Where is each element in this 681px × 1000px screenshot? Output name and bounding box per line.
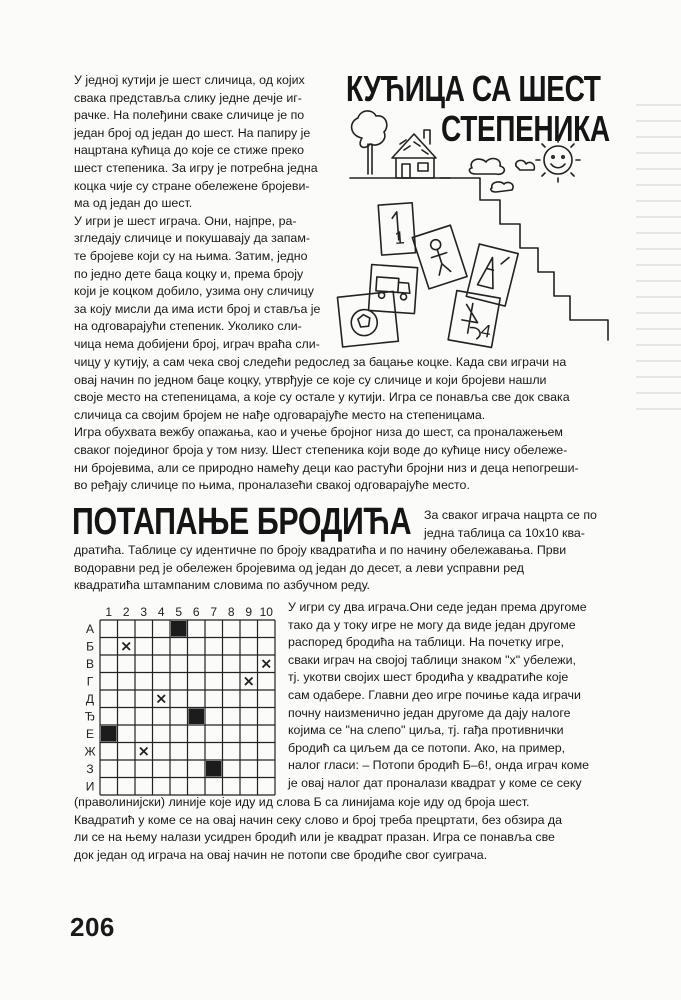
grid-row-label: Ж (84, 744, 96, 759)
text-line: један број од један до шест. На папиру је (74, 125, 311, 140)
section2-right-text (288, 599, 610, 793)
section2-intro-text (424, 507, 610, 542)
grid-filled-cell (189, 709, 205, 725)
grid-column-label: 10 (259, 605, 273, 619)
text-line: У игри је шест играча. Они, најпре, ра- (74, 213, 297, 228)
section-title-battleship: ПОТАПАЊЕ БРОДИЋА (72, 501, 412, 543)
text-line: те бројеве који су на њима. Затим, једно (74, 248, 308, 263)
text-line: сличица са својим бројем не нађе одговарајуће место на степеницама. (74, 407, 486, 422)
section1-wide-text (74, 354, 610, 495)
text-line: У једној кутији је шест сличица, од којих (74, 73, 305, 87)
text-line: док један од играча на овај начин не потопи све бродиће свог суиграча. (74, 847, 488, 862)
text-line: Квадратић у коме се на овај начин секу слово и број треба прецртати, без обзира да (74, 812, 563, 827)
grid-column-label: 7 (210, 605, 218, 619)
house-stairs-illustration (340, 108, 622, 360)
grid-column-label: 9 (245, 605, 253, 619)
card-number-label: 4 (479, 320, 493, 342)
text-line: сваки играч на својој таблици знаком "x" убележи, (288, 652, 576, 667)
grid-filled-cell (206, 761, 222, 777)
text-line: почну наизменично један другоме да дају налоге (288, 705, 571, 720)
text-line: налог гласи: – Потопи бродић Б–6!, онда играч коме (288, 758, 590, 773)
section-title-house-line2: СТЕПЕНИКА (441, 108, 610, 149)
text-line: (праволинијски) линије које иду ид слова Б са линијама које иду од броја шест. (74, 795, 530, 809)
text-line: рачке. На полеђини сваке сличице је по (74, 108, 305, 123)
text-line: згледају сличице и покушавају да запам- (74, 231, 310, 246)
text-line: нацртана кућица до које се стиже преко (74, 143, 305, 158)
grid-x-mark (263, 660, 271, 668)
grid-row-label: В (85, 656, 95, 671)
text-line: За сваког играча нацрта се по (424, 508, 597, 522)
grid-row-label: Д (85, 691, 95, 706)
grid-row-label: Е (85, 726, 95, 741)
text-line: У игри су два играча.Они седе један према другоме (288, 600, 587, 614)
grid-column-label: 8 (227, 605, 235, 619)
text-line: тј. укотви својих шест бродића у квадратиће које (288, 670, 569, 685)
text-line: ни бројевима, али се природно намећу деци као растући бројни низ и деца непогреши- (74, 460, 579, 475)
grid-column-label: 4 (157, 605, 165, 619)
section-title-house-line1: КУЋИЦА СА ШЕСТ (346, 68, 601, 109)
text-line: који је коцком добило, узима ону сличицу (74, 284, 314, 299)
grid-row-label: Б (86, 639, 94, 654)
grid-row-label: А (85, 621, 95, 636)
text-line: водоравни ред је обележен бројевима од један до десет, а леви усправни ред (74, 560, 524, 575)
page-number: 206 (70, 912, 115, 942)
grid-x-mark (158, 695, 166, 703)
text-line: којима се "на слепо" циља, тј. гађа противнички (288, 723, 564, 738)
text-line: једна таблица са 10x10 ква- (424, 525, 585, 540)
section2-wide-text (74, 542, 610, 595)
text-line: за коју мисли да има исти број и ставља је (74, 301, 321, 316)
text-line: чицу у кутију, а сам чека свој следећи редослед за бацање коцке. Када сви играчи на (74, 355, 567, 369)
text-line: тако да у току игре не могу да виде један другоме (288, 617, 576, 632)
text-line: на одговарајући степеник. Уколико сли- (74, 319, 302, 334)
grid-x-mark (140, 748, 148, 756)
text-line: во ређају сличице по њима, проналазећи свакој одговарајуће место. (74, 478, 470, 493)
battleship-grid (80, 600, 280, 794)
grid-column-label: 2 (122, 605, 130, 619)
bleed-through-shadow (636, 90, 681, 650)
text-line: ма од један до шест. (74, 196, 193, 211)
text-line: по једно дете баца коцку и, према броју (74, 266, 304, 281)
text-line: је овај налог дат проналази квадрат у коме се секу (288, 775, 582, 790)
section2-bottom-text (74, 794, 610, 864)
text-line: чица нема добијени број, играч враћа сли- (74, 336, 320, 351)
grid-row-label: И (85, 779, 95, 794)
grid-row-label: Г (86, 674, 94, 689)
text-line: ли се на њему налази усидрен бродић или је квадрат празан. Игра се понавља све (74, 830, 555, 845)
grid-column-label: 1 (105, 605, 113, 619)
grid-row-label: Ђ (84, 709, 96, 724)
text-line: бродић са циљем да се потопи. Ако, на пример, (288, 740, 566, 755)
text-line: овај начин по једном баце коцку, утврђује се које су сличице и који бројеви нашли (74, 372, 547, 387)
text-line: дратића. Таблице су идентичне по броју квадратића и по начину обележавања. Први (74, 543, 567, 557)
grid-x-mark (245, 678, 253, 686)
text-line: распоред бродића на таблици. На почетку игре, (288, 635, 565, 650)
text-line: квадратића штампаним словима по азбучном реду. (74, 578, 370, 593)
grid-x-mark (123, 643, 131, 651)
text-line: сам одабере. Главни део игре почиње када играчи (288, 687, 581, 702)
text-line: коцка чије су стране обележене бројеви- (74, 178, 310, 193)
grid-column-label: 6 (192, 605, 200, 619)
grid-row-label: З (86, 761, 94, 776)
text-line: сваког појединог броја у том низу. Шест степеника који воде до кућице нису обележе- (74, 442, 568, 457)
grid-filled-cell (171, 621, 187, 637)
grid-filled-cell (101, 726, 117, 742)
text-line: своје место на степеницама, а које су остале у кутији. Игра се понавља све док свака (74, 390, 570, 405)
grid-column-label: 3 (140, 605, 148, 619)
text-line: Игра обухвата вежбу опажања, као и учење бројног низа до шест, са проналажењем (74, 425, 563, 440)
text-line: свака представља слику једне дечје иг- (74, 90, 302, 105)
text-line: шест степеника. За игру је потребна једна (74, 160, 318, 175)
card-number-label: 1 (393, 227, 406, 248)
grid-column-label: 5 (175, 605, 183, 619)
section1-narrow-text (74, 72, 340, 354)
